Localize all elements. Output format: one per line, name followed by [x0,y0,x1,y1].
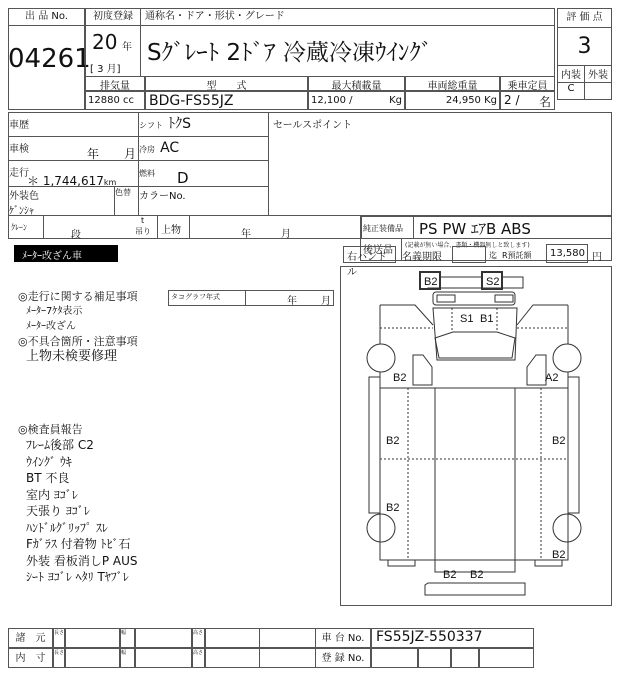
defect-note: 上物未検要修理 [26,349,118,364]
report-heading: ◎検査員報告 [18,423,83,436]
spec-width [135,628,192,648]
color-change-label: 色替 [114,186,139,216]
mileage-unit: km [103,178,117,187]
side-skirt [369,377,380,513]
windshield [435,332,515,358]
spec-grid [85,76,555,110]
chassis-label: 車 台 No. [315,628,371,648]
meter-tampered-badge: ﾒｰﾀｰ改ざん車 [14,245,118,262]
damage-mark: S2 [486,276,500,288]
equipment: PS PW ｴｱB ABS [419,220,531,238]
ac: AC [160,140,180,156]
later-note: (記載が無い場合、書類・機器無しと致します) [405,242,530,249]
report-item: 室内 ﾖｺﾞﾚ [26,487,78,502]
spec-label: 諸 元 [8,628,53,648]
notes [18,290,168,586]
run-note: ﾒｰﾀｰ7ｹﾀ表示 [26,306,83,317]
gross-weight: 24,950 Kg [405,91,500,110]
report-item: ﾌﾚｰﾑ後部 C2 [26,438,94,452]
damage-mark: B2 [386,435,400,447]
history-label: 車歴 [9,120,29,131]
lot-label: 出 品 No. [8,8,85,26]
report-item: Fｶﾞﾗｽ 付着物 ﾄﾋﾞ石 [26,537,131,551]
score-label: 評 価 点 [557,8,612,28]
fuel-label: 燃料 [139,169,155,178]
chassis-no: FS55JZ-550337 [371,628,534,648]
headlight [495,295,513,302]
capacity: 2 / [504,93,520,107]
wheel [367,514,395,542]
wheel [553,514,581,542]
later-label: 後送品 [363,245,393,256]
recycle-fee: 13,580 [546,244,588,263]
score-value: 3 [557,27,612,66]
rhd-badge: 右ハンドル [343,246,396,263]
inner-label: 内 寸 [8,648,53,668]
width-label: 幅 [120,648,135,668]
length-label: 長さ [53,648,65,668]
until-label: 迄 [489,251,497,260]
tacho-year: 年 [287,296,297,307]
damage-mark: B1 [480,313,494,325]
body-year: 年 [241,229,251,240]
capacity-label: 乗車定員 [500,76,555,91]
reg-label: 初度登録 [85,8,141,26]
height-label: 高さ [192,648,205,668]
truck-damage-diagram [340,260,612,600]
crane-row [8,215,362,239]
footer-table [8,628,612,668]
spec-height [205,628,260,648]
exterior-score [584,82,612,100]
height-label: 高さ [192,628,205,648]
reg-no-cell [371,648,418,668]
color-no-label: カラーNo. [138,186,269,216]
inspection-month: 月 [124,147,137,161]
tacho-box [168,290,334,306]
front-bumper [428,277,523,289]
yen-label: 円 [592,252,602,263]
reg-month: [ 3 月] [90,64,121,75]
gross-weight-label: 車両総重量 [405,76,500,91]
damage-mark: B2 [393,372,407,384]
damage-mark: B2 [424,276,438,288]
interior-label: 内装 [557,65,585,83]
reg-no-cell [451,648,479,668]
report-item: ｳｲﾝｸﾞ ｳｷ [26,454,72,469]
spec-length [65,628,120,648]
wheel [367,344,395,372]
equipment-label: 純正装備品 [363,224,403,233]
damage-mark: S1 [460,313,474,325]
displacement-label: 排気量 [85,76,145,91]
grille [433,292,515,305]
width-label: 幅 [120,628,135,648]
report-item: BT 不良 [26,471,70,485]
report-item: 天張り ﾖｺﾞﾚ [26,504,90,518]
max-load: 12,100 / [311,95,353,106]
run-note: ﾒｰﾀｰ改ざん [26,321,76,332]
name-label: 通称名・ドア・形状・グレード [140,8,555,26]
color: ｹﾞﾝｼｬ [9,206,34,217]
mileage: ＊ 1,744,617 [27,174,104,188]
color-label: 外装色 [9,191,39,202]
report-item: 外装 看板消しP AUS [26,553,138,568]
recycle-label: R預託額 [502,251,532,260]
exterior-label: 外装 [584,65,612,83]
body-month: 月 [281,229,291,240]
max-load-label: 最大積載量 [308,76,405,91]
length-label: 長さ [53,628,65,648]
report-item: ﾊﾝﾄﾞﾙｸﾞﾘｯﾌﾟ ｽﾚ [26,520,108,535]
damage-mark: B2 [443,569,457,581]
headlight [437,295,455,302]
mileage-label: 走行 [9,168,29,179]
wheel [553,344,581,372]
inspection-year: 年 [87,147,100,161]
sales-point-label: セールスポイント [273,120,353,131]
tacho-month: 月 [321,296,331,307]
damage-mark: B2 [552,435,566,447]
model-code: BDG-FS55JZ [145,91,308,110]
damage-mark: B2 [552,549,566,561]
crane-label: ｸﾚｰﾝ [11,223,27,232]
ac-label: 冷房 [139,145,155,154]
inspection-label: 車検 [9,144,29,155]
damage-mark: B2 [470,569,484,581]
report-item: ｼｰﾄ ﾖｺﾞﾚ ﾍﾀﾘ Tﾔﾌﾞﾚ [26,570,129,584]
side-skirt [568,377,579,513]
damage-mark: B2 [386,502,400,514]
capacity-unit: 名 [538,95,551,109]
reg-year: 20 [92,30,118,54]
fuel: D [177,169,189,187]
damage-mark: A2 [545,372,559,384]
displacement: 12880 cc [85,91,145,110]
year-unit: 年 [122,42,132,53]
run-heading: ◎走行に関する補足事項 [18,290,138,303]
model-code-label: 型 式 [145,76,308,91]
crane-hang: 吊り [135,227,151,236]
interior-score: C [557,82,585,100]
rear-bumper [425,583,525,595]
defect-heading: ◎不具合箇所・注意事項 [18,335,138,348]
reg-no-label: 登 録 No. [315,648,371,668]
model-name: Sｸﾞﾚｰﾄ 2ﾄﾞｱ 冷蔵冷凍ｳｲﾝｸﾞ [140,25,555,77]
reg-no-cell [479,648,534,668]
tacho-label: タコグラフ年式 [171,293,220,301]
reg-no-cell [418,648,451,668]
shift-label: シフト [139,121,163,130]
title-deadline-label: 名義期限 [402,252,442,263]
body-label: 上物 [161,225,181,236]
crane-stage: 段 [71,230,81,241]
max-load-unit: Kg [389,95,402,106]
shift: ﾄｸS [168,116,191,132]
lot-number: 04261 [8,44,91,74]
crane-t: t [141,216,145,225]
